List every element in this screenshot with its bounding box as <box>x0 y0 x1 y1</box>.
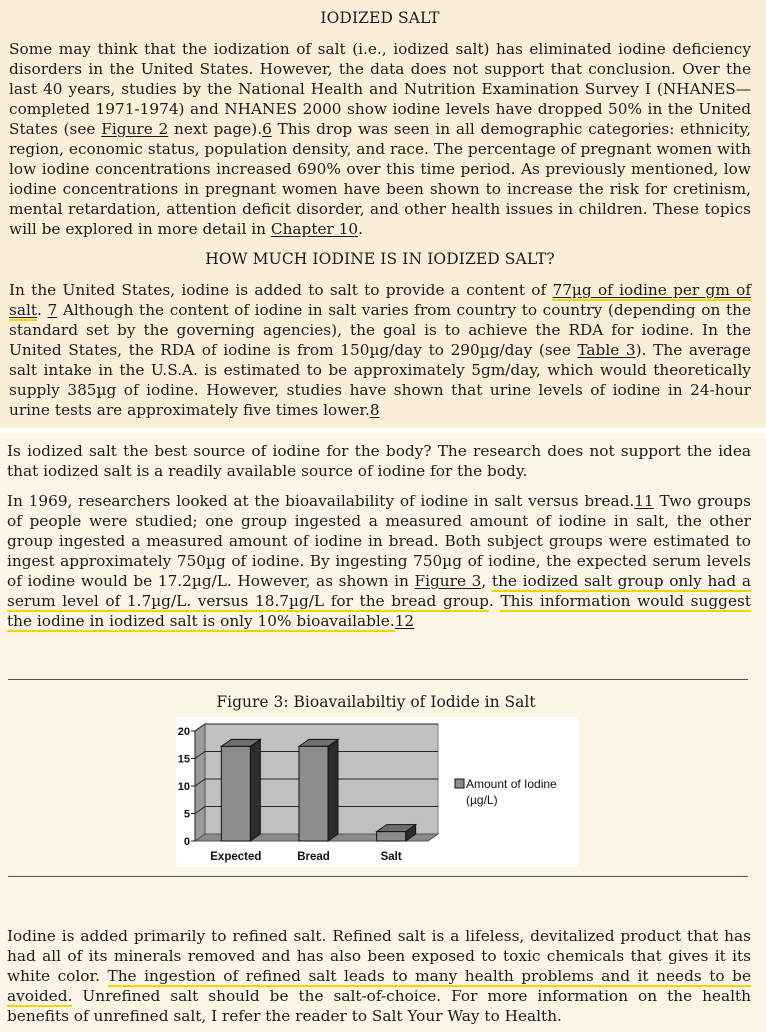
table-3-link[interactable]: Table 3 <box>577 341 636 359</box>
figure-2-link[interactable]: Figure 2 <box>101 120 169 138</box>
bar-bread <box>299 746 328 841</box>
footnote-7-link[interactable]: 7 <box>47 301 58 319</box>
figure-3-chart <box>176 717 578 867</box>
highlight-iodine-per-gram: 77µg of iodine per gm of salt <box>9 281 751 319</box>
x-tick-label: Bread <box>297 851 330 863</box>
y-tick-label: 10 <box>177 781 190 793</box>
figure-3-title: Figure 3: Bioavailabiltiy of Iodide in Salt <box>216 693 536 711</box>
legend-label-unit: (µg/L) <box>466 793 498 807</box>
x-tick-label: Expected <box>210 851 262 863</box>
y-tick-label: 15 <box>177 753 190 766</box>
highlight-serum-levels: the iodized salt group only had a serum level of 1.7µg/L. versus 18.7µg/L for the bread group <box>7 572 751 610</box>
text: . <box>358 220 364 238</box>
bar-salt <box>377 832 406 841</box>
y-tick-label: 0 <box>183 836 190 848</box>
legend-label: Amount of Iodine <box>466 777 557 791</box>
text: , <box>481 572 492 590</box>
text: Unrefined salt should be the salt-of-choice. For more information on the health benefits of unrefined salt, I refer the reader to Salt Your Way to Health. <box>7 987 751 1025</box>
bar-chart <box>176 717 578 867</box>
paragraph-iodine-content <box>9 280 751 420</box>
text: In the United States, iodine is added to salt to provide a content of <box>9 281 553 299</box>
footnote-11-link[interactable]: 11 <box>634 492 654 510</box>
heading-how-much-iodine: HOW MUCH IODINE IS IN IODIZED SALT? <box>205 250 555 268</box>
divider-top <box>8 679 748 680</box>
divider-bottom <box>8 876 748 877</box>
y-tick-label: 20 <box>177 726 190 738</box>
chapter-10-link[interactable]: Chapter 10 <box>270 220 359 238</box>
highlight-refined-salt-avoided: The ingestion of refined salt leads to many health problems and it needs to be avoided. <box>7 967 751 1005</box>
text: Two groups of people were studied; one group ingested a measured amount of iodine in salt, the other group ingested a measured amount of iodine in bread. Both subject groups were estimated to ingest approximately 750µg of iodine. By ingesting 750µg of iodine, the expected serum levels of iodine would be 17.2µg/L. However, as shown in <box>7 492 751 590</box>
heading-iodized-salt: IODIZED SALT <box>320 9 440 27</box>
figure-3-link[interactable]: Figure 3 <box>414 572 482 590</box>
footnote-12-link[interactable]: 12 <box>394 612 415 630</box>
footnote-6-link[interactable]: 6 <box>262 120 272 138</box>
paragraph-bioavailability <box>7 491 751 631</box>
text: Some may think that the iodization of salt (i.e., iodized salt) has eliminated iodine deficiency disorders in the United States. However, the data does not support that conclusion. Over the last 40 years, studies by the National Health and Nutrition Examination Survey I (NHANES—completed 1971-1974) and NHANES 2000 show iodine levels have dropped 50% in the United States (see <box>9 40 751 138</box>
text: Iodine is added primarily to refined salt. Refined salt is a lifeless, devitalized product that has had all of its minerals removed and has also been exposed to toxic chemicals that gives it its white color. <box>7 927 751 985</box>
text: ). The average salt intake in the U.S.A. is estimated to be approximately 5gm/day, which would theoretically supply 385µg of iodine. However, studies have shown that urine levels of iodine in 24-hour urine tests are approximately five times lower. <box>9 341 751 419</box>
bar-side <box>328 739 338 841</box>
panel-separator <box>0 428 766 433</box>
highlight-ten-percent-bioavailable: This information would suggest the iodine in iodized salt is only 10% bioavailable. <box>7 592 751 630</box>
y-tick-label: 5 <box>183 808 190 821</box>
bar-side <box>250 739 260 841</box>
text: In 1969, researchers looked at the bioavailability of iodine in salt versus bread. <box>7 492 635 510</box>
legend-swatch <box>455 779 464 788</box>
text: . <box>488 592 501 610</box>
x-tick-label: Salt <box>380 851 402 863</box>
text: . <box>37 301 48 319</box>
paragraph-refined-salt <box>7 926 751 1026</box>
bar-expected <box>221 746 250 841</box>
footnote-8-link[interactable]: 8 <box>369 401 380 419</box>
text: Although the content of iodine in salt varies from country to country (depending on the standard set by the governing agencies), the goal is to achieve the RDA for iodine. In the United States, the RDA of iodine is from 150µg/day to 290µg/day (see <box>9 301 751 359</box>
text: This drop was seen in all demographic categories: ethnicity, region, economic status, population density, and race. The percentage of pregnant women with low iodine concentrations increased 690% over this time period. As previously mentioned, low iodine concentrations in pregnant women have been shown to increase the risk for cretinism, mental retardation, attention deficit disorder, and other health issues in children. These topics will be explored in more detail in <box>9 120 751 238</box>
text: next page). <box>168 120 263 138</box>
paragraph-iodization <box>9 39 751 239</box>
paragraph-best-source: Is iodized salt the best source of iodine for the body? The research does not support the idea that iodized salt is a readily available source of iodine for the body. <box>7 442 751 480</box>
